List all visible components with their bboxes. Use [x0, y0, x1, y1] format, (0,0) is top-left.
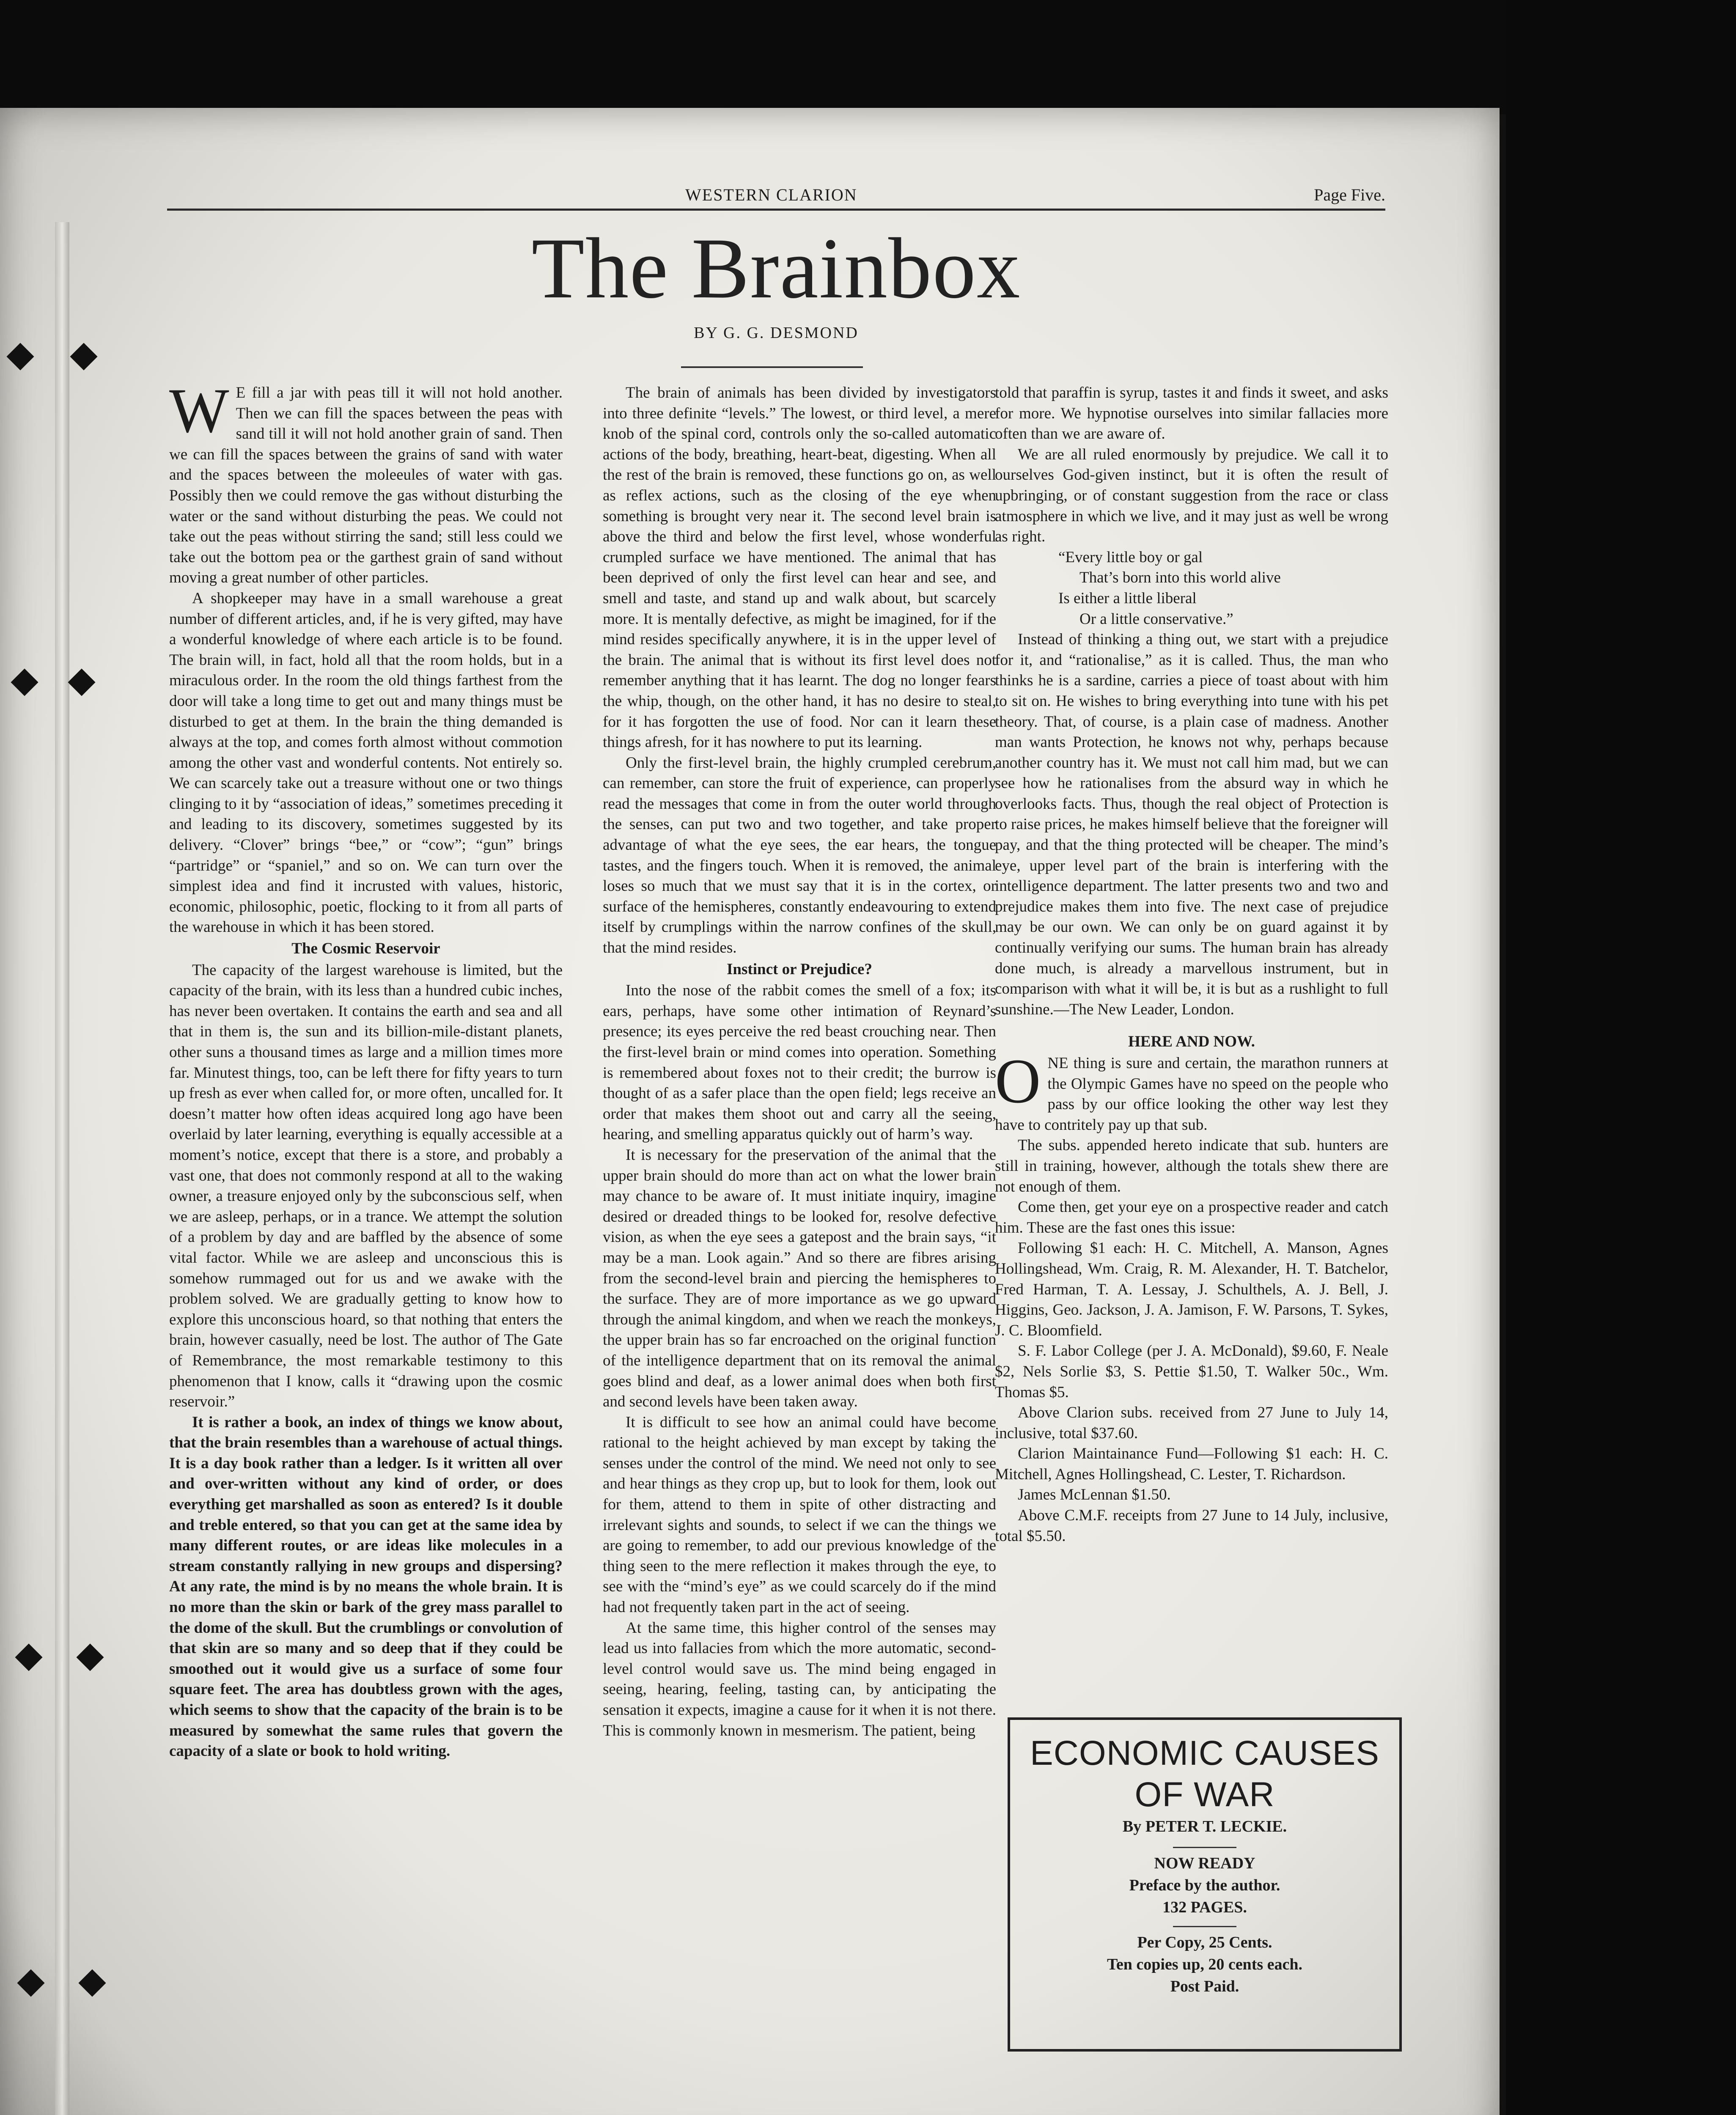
- newspaper-name: WESTERN CLARION: [685, 185, 857, 204]
- running-header: [167, 184, 1385, 211]
- paragraph: Above C.M.F. receipts from 27 June to 14 July, inclusive, total $5.50.: [995, 1507, 1388, 1545]
- article-column-1: [169, 376, 563, 1762]
- drop-cap: O: [995, 1046, 1041, 1116]
- binding-hole: [15, 1643, 42, 1671]
- ad-title-line: ECONOMIC CAUSES: [1030, 1734, 1379, 1772]
- title-divider: [681, 366, 863, 368]
- ad-status: NOW READY: [1154, 1854, 1255, 1872]
- ad-price: Per Copy, 25 Cents.: [1137, 1934, 1272, 1951]
- poem-line: That’s born into this world alive: [1080, 569, 1281, 587]
- paragraph: It is difficult to see how an animal could have become rational to the height achieved by man except by taking the senses under the control of the mind. We need not only to see and hear things as they crop up, but to look for them, look out for them, attend to them in spite of other distracting and irrelevant sights and sounds, to select if we can the things we are going to remember, to add our previous knowledge of the thing seen to the mere reflection it makes through the eye, to see with the “mind’s eye” as we could scarcely do if the mind had not frequently taken part in the act of seeing.: [603, 1413, 996, 1616]
- paragraph-text: NE thing is sure and certain, the marathon runners at the Olympic Games have no speed on the people who pass by our office looking the other way lest they have to contritely pay up that sub.: [995, 1055, 1388, 1134]
- section-heading: HERE AND NOW.: [1128, 1033, 1255, 1051]
- binding-hole: [11, 668, 38, 696]
- paragraph: Only the first-level brain, the highly crumpled cerebrum, can remember, can store the fruit of experience, can properly read the messages that come in from the outer world through the senses, can put two and two together, and take proper advantage of what the eye sees, the ear hears, the tongue tastes, and the fingers touch. When it is removed, the animal loses so much that we must say that it is in the cortex, or surface of the hemispheres, constantly endeavouring to extend itself by crumplings within the narrow confines of the skull, that the mind resides.: [603, 754, 996, 957]
- poem-line: Or a little conservative.”: [1080, 610, 1233, 628]
- paragraph: Following $1 each: H. C. Mitchell, A. Manson, Agnes Hollingshead, Wm. Craig, R. M. Alexander, H. T. Batchelor, Fred Harman, T. A. Lessay, J. Schulthels, A. J. Bell, J. Higgins, Geo. Jackson, J. A. Jamison, F. W. Parsons, T. Sykes, J. C. Bloomfield.: [995, 1239, 1388, 1339]
- paragraph: Instead of thinking a thing out, we start with a prejudice for it, and “rationalise,” as it is called. Thus, the man who thinks he is a sardine, carries a piece of toast about with him to sit on. He wishes to bring everything into tune with his pet theory. That, of course, is a plain case of madness. Another man wants Protection, he knows not why, perhaps because another country has it. We must not call him mad, but we can see how he rationalises from the absurd way in which he overlooks facts. Thus, though the real object of Protection is to raise prices, he makes himself believe that the foreigner will pay, and that the thing protected will be cheaper. The mind’s eye, upper level part of the brain is interfering with the intelligence department. The latter presents two and two and prejudice makes them into five. The next case of prejudice may be our own. We can only be on guard against it by continually verifying our sums. The human brain has already done much, is already a marvellous instrument, but in comparison with what it will be, it is but as a rushlight to full sunshine.—The New Leader, London.: [995, 631, 1388, 1018]
- article-column-3: [995, 383, 1388, 1546]
- section-heading: The Cosmic Reservoir: [291, 940, 440, 958]
- paragraph: The capacity of the largest warehouse is limited, but the capacity of the brain, with its less than a hundred cubic inches, has never been overtaken. It contains the earth and sea and all that in them is, the sun and its billion-mile-distant planets, other suns a thousand times as large and a million times more far. Minutest things, too, can be left there for fifty years to turn up fresh as ever when called for, or more often, uncalled for. It doesn’t matter how often ideas acquired long ago have been overlaid by later learning, everything is equally accessible at a moment’s notice, except that there is a store, and probably a vast one, that does not commonly respond at all to the waking owner, a treasure enjoyed only by the subconscious self, when we are asleep, perhaps, or in a trance. We attempt the solution of a problem by day and are baffled by the absence of some vital factor. While we are asleep and unconscious this is somehow rummaged out for us and we awake with the problem solved. We are gradually getting to know how to explore this unconscious hoard, so that nothing that enters the brain, however casually, need be lost. The author of The Gate of Remembrance, the most remarkable testimony to this phenomenon that I know, calls it “drawing upon the cosmic reservoir.”: [169, 961, 563, 1411]
- ad-preface: Preface by the author.: [1129, 1876, 1280, 1894]
- ad-pages: 132 PAGES.: [1162, 1898, 1247, 1916]
- article-byline: BY G. G. DESMOND: [694, 324, 859, 342]
- ad-divider: [1173, 1926, 1236, 1927]
- book-advertisement: [1008, 1717, 1402, 2052]
- paragraph: It is necessary for the preservation of the animal that the upper brain should do more than act on what the lower brain may chance to be aware of. It must initiate inquiry, imagine desired or dreaded things to be looked for, resolve defective vision, as when the eye sees a gatepost and the brain says, “it may be a man. Look again.” And so there are fibres arising from the second-level brain and piercing the hemispheres to the surface. They are of more importance as we go upward through the animal kingdom, and when we reach the monkeys, the upper brain has so far encroached on the original function of the intelligence department that on its removal the animal goes blind and deaf, as a lower animal does when both first and second levels have been taken away.: [603, 1146, 996, 1411]
- paragraph: Come then, get your eye on a prospective reader and catch him. These are the fast ones this issue:: [995, 1198, 1388, 1236]
- page-number: Page Five.: [1314, 185, 1385, 204]
- paragraph-text: E fill a jar with peas till it will not hold another. Then we can fill the spaces between the peas with sand till it will not hold another grain of sand. Then we can fill the spaces between the grains of sand with water and the spaces between the moleeules of water with gas. Possibly then we could remove the gas without disturbing the water or the sand without disturbing the peas. We could not take out the peas without stirring the sand; still less could we take out the bottom pea or the garthest grain of sand without moving a great number of other particles.: [169, 384, 563, 587]
- ad-price: Post Paid.: [1170, 1978, 1239, 1995]
- ad-divider: [1173, 1847, 1236, 1848]
- paragraph: Into the nose of the rabbit comes the smell of a fox; its ears, perhaps, have some other intimation of Reynard’s presence; its eyes perceive the red beast crouching near. Then the first-level brain or mind comes into operation. Something is remembered about foxes not to their credit; the burrow is thought of as a safer place than the open field; legs receive an order that makes them shoot out and carry all the seeing, hearing, and smelling apparatus quickly out of harm’s way.: [603, 982, 996, 1143]
- binding-hole: [76, 1643, 104, 1671]
- paragraph: We are all ruled enormously by prejudice. We call it to ourselves God-given instinct, but it is often the result of upbringing, or of constant suggestion from the race or class atmosphere in which we live, and it may just as well be wrong as right.: [995, 445, 1388, 546]
- poem-line: “Every little boy or gal: [1058, 548, 1203, 566]
- binding-hole: [70, 343, 97, 370]
- article-title: The Brainbox: [531, 220, 1021, 316]
- binding-hole: [68, 668, 95, 696]
- paragraph: It is rather a book, an index of things we know about, that the brain resembles than a warehouse of actual things. It is a day book rather than a ledger. Is it written all over and over-written without any kind of order, or does everything get marshalled as soon as entered? Is it double and treble entered, so that you can get at the same idea by many different routes, or are ideas like molecules in a stream constantly rallying in new groups and dispersing? At any rate, the mind is by no means the whole brain. It is no more than the skin or bark of the grey mass parallel to the dome of the skull. But the crumblings or convolution of that skin are so many and so deep that if they could be smoothed out it would give us a surface of some four square feet. The area has doubtless grown with the ages, which seems to show that the capacity of the brain is to be measured by somewhat the same rules that govern the capacity of a slate or book to hold writing.: [169, 1413, 563, 1760]
- paragraph: The subs. appended hereto indicate that sub. hunters are still in training, however, although the totals shew there are not enough of them.: [995, 1137, 1388, 1195]
- paragraph: Clarion Maintainance Fund—Following $1 each: H. C. Mitchell, Agnes Hollingshead, C. Lester, T. Richardson.: [995, 1445, 1388, 1483]
- ad-price: Ten copies up, 20 cents each.: [1107, 1956, 1302, 1973]
- paragraph: James McLennan $1.50.: [1018, 1486, 1171, 1504]
- ad-title-line: OF WAR: [1134, 1775, 1275, 1814]
- paragraph: told that paraffin is syrup, tastes it and finds it sweet, and asks for more. We hypnotise ourselves into similar fallacies more often than we are aware of.: [995, 384, 1388, 443]
- scan-background-right: [1506, 0, 1736, 2115]
- poem-line: Is either a little liberal: [1058, 589, 1197, 607]
- paragraph: The brain of animals has been divided by investigators into three definite “levels.” The lowest, or third level, a mere knob of the spinal cord, controls only the so-called automatic actions of the body, breathing, heart-beat, digesting. When all the rest of the brain is removed, these functions go on, as well as reflex actions, such as the closing of the eye when something is brought very near it. The second level brain is above the third and below the first level, whose wonderful crumpled surface we have mentioned. The animal that has been deprived of only the first level can hear and see, and smell and taste, and stand up and walk about, but scarcely more. It is mentally defective, as might be imagined, for if the mind resides specifically anywhere, it is in the upper level of the brain. The animal that is without its first level does not remember anything that it has learnt. The dog no longer fears the whip, though, on the other hand, it has no desire to steal, for it has forgotten the use of food. Nor can it learn these things afresh, for it has nowhere to put its learning.: [603, 384, 996, 751]
- paragraph: [169, 376, 563, 588]
- section-heading: Instinct or Prejudice?: [727, 960, 872, 978]
- ad-author: By PETER T. LECKIE.: [1122, 1818, 1287, 1835]
- paragraph: [995, 1046, 1388, 1135]
- paragraph: At the same time, this higher control of the senses may lead us into fallacies from which the more automatic, second-level control would save us. The mind being engaged in seeing, hearing, feeling, tasting can, by anticipating the sensation it expects, imagine a cause for it when it is not there. This is commonly known in mesmerism. The patient, being: [603, 1619, 996, 1739]
- article-column-2: [603, 383, 996, 1741]
- paragraph: S. F. Labor College (per J. A. McDonald), $9.60, F. Neale $2, Nels Sorlie $3, S. Pettie $1.50, T. Walker 50c., Wm. Thomas $5.: [995, 1342, 1388, 1401]
- binding-hole: [78, 1969, 106, 1997]
- binding-hole: [17, 1969, 44, 1997]
- paragraph: Above Clarion subs. received from 27 June to July 14, inclusive, total $37.60.: [995, 1404, 1388, 1442]
- paragraph: A shopkeeper may have in a small warehouse a great number of different articles, and, if he is very gifted, may have a wonderful knowledge of where each article is to be found. The brain will, in fact, hold all that the room holds, but in a miraculous order. In the room the old things farthest from the door will take a long time to get out and many things must be disturbed to get at them. In the brain the thing demanded is always at the top, and comes forth almost without commotion among the other vast and wonderful contents. Not entirely so. We can scarcely take out a treasure without one or two things clinging to it by “association of ideas,” sometimes preceding it and leading to its discovery, sometimes suggested by its delivery. “Clover” brings “bee,” or “cow”; “gun” brings “partridge” or “spaniel,” and so on. We can turn over the simplest idea and find it incrusted with values, historic, economic, philosophic, poetic, flocking to it from all parts of the warehouse in which it has been stored.: [169, 589, 563, 936]
- binding-fold: [55, 222, 69, 2115]
- binding-hole: [6, 343, 34, 370]
- drop-cap: W: [169, 376, 229, 446]
- scan-background-top: [0, 0, 1736, 114]
